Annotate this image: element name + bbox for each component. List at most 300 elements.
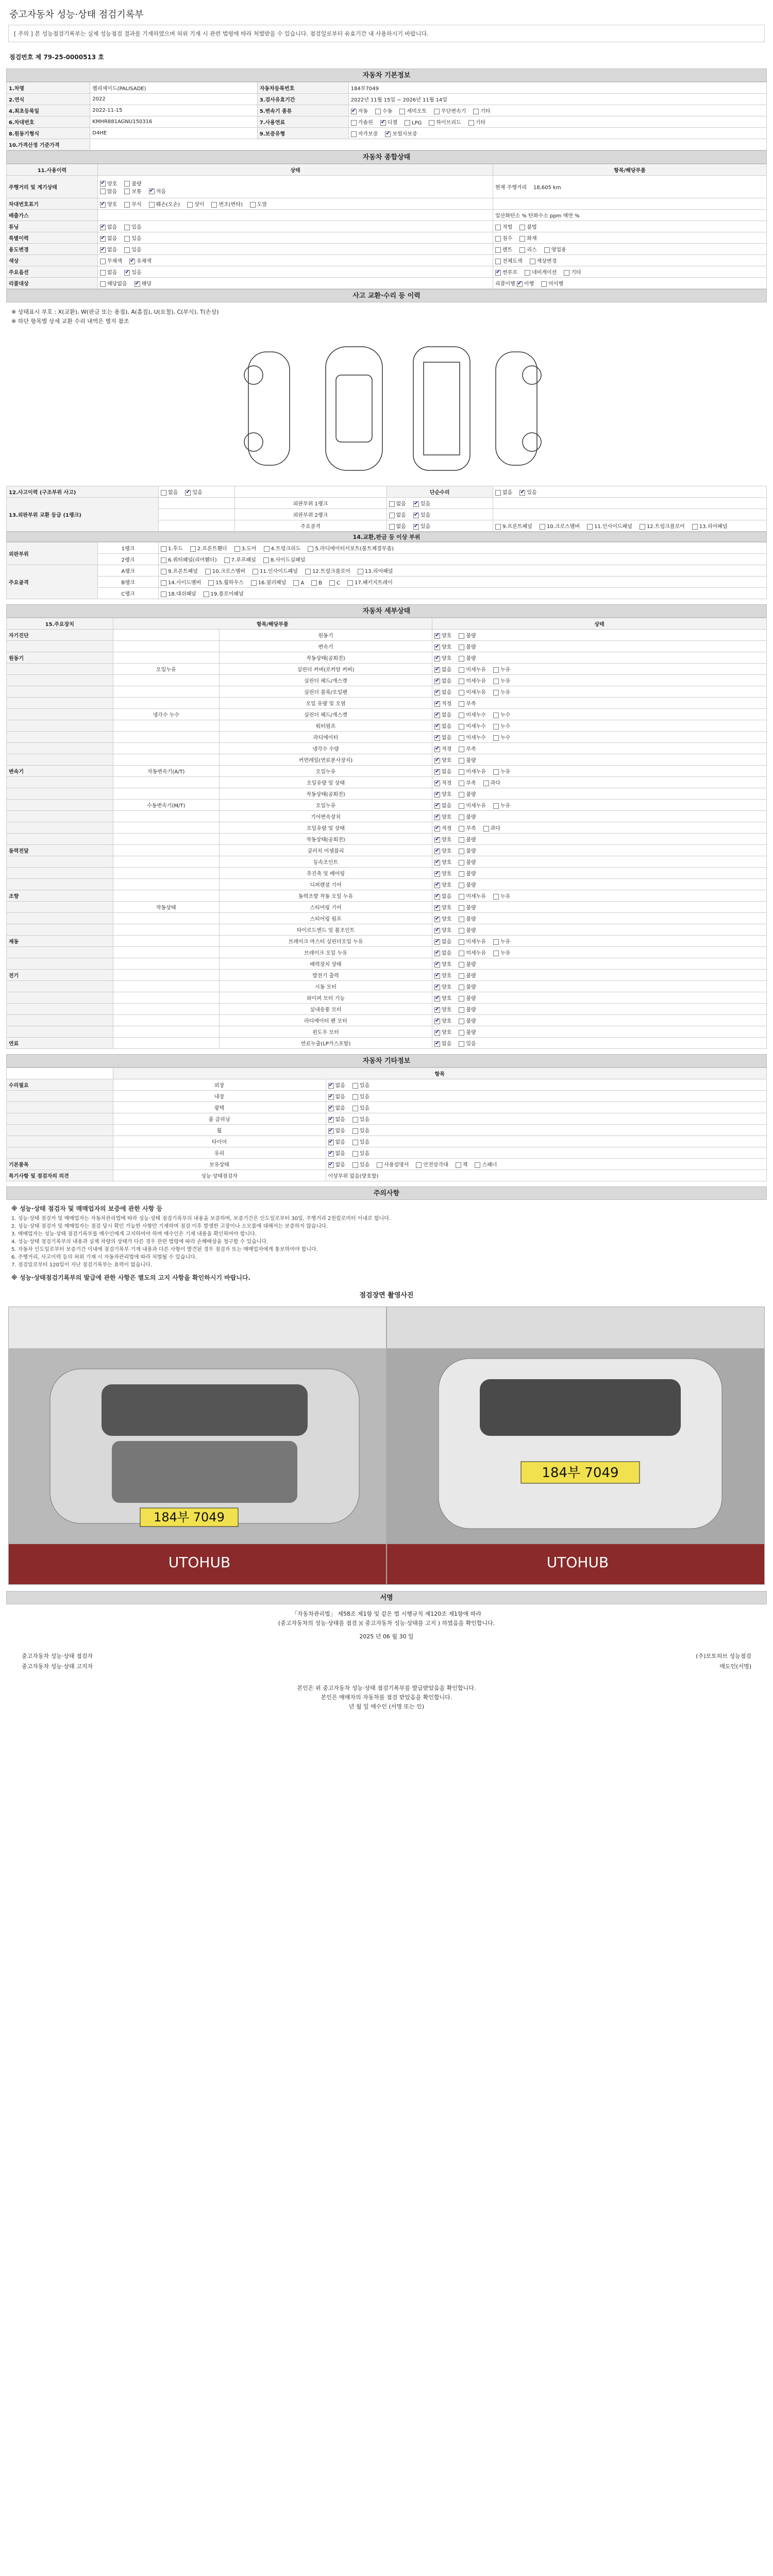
label: 배출가스 [7, 210, 98, 221]
option-label: 10.크로스멤버 [546, 524, 580, 530]
option-label: 화재 [527, 236, 537, 242]
item-label: 오일누유 [220, 800, 432, 811]
option [405, 120, 422, 126]
checkbox-icon [100, 281, 106, 287]
option-label: 양호 [442, 656, 452, 662]
checkbox-icon [389, 501, 395, 507]
wheel [523, 433, 541, 451]
option [459, 960, 476, 968]
option-label: 훼손(오손) [156, 202, 180, 208]
certificate-number: 점검번호 제 79-25-0000513 호 [9, 54, 104, 61]
option [352, 1138, 369, 1145]
option-label: 세미오토 [407, 109, 427, 114]
option-label: 11.인사이드패널 [594, 524, 632, 530]
sub-label [113, 720, 220, 732]
option [459, 665, 486, 673]
option [434, 688, 451, 696]
option [459, 1028, 476, 1036]
option-label: 있음 [527, 490, 537, 496]
checkbox-icon [328, 1162, 334, 1168]
option-label: 없음 [396, 524, 406, 530]
table-row [7, 970, 767, 981]
option-label: 있음 [192, 490, 203, 496]
state-options [432, 1015, 767, 1026]
table-row [7, 834, 767, 845]
checkbox-icon [434, 701, 440, 707]
option-label: 있음 [131, 247, 142, 253]
label: 1랭크 [98, 543, 159, 554]
option [389, 522, 406, 530]
color-sub-options [493, 255, 767, 266]
label: 차대번호표기 [7, 198, 98, 210]
state-options [432, 947, 767, 958]
label: 기본품목 [7, 1159, 113, 1170]
option-label: 양호 [442, 996, 452, 1002]
checkbox-icon [352, 1083, 358, 1089]
label: 12.사고이력 (구조부위 사고) [7, 486, 159, 498]
label: 성능·상태점검자 [113, 1170, 326, 1181]
rear-photo [386, 1307, 765, 1585]
section-overall-title: 자동차 종합상태 [6, 150, 767, 164]
option-label: 1.후드 [168, 546, 183, 552]
state-options [432, 981, 767, 992]
table-row [7, 936, 767, 947]
option [459, 756, 476, 764]
other-rows [7, 1079, 767, 1159]
option [100, 187, 117, 195]
option [434, 869, 451, 877]
option-label: 미세누수 [466, 724, 486, 730]
checkbox-icon [352, 1162, 358, 1168]
group-label [7, 641, 113, 652]
sub-label [113, 924, 220, 936]
checkbox-icon [352, 1117, 358, 1123]
accident-options [159, 486, 235, 498]
option-label: 기타 [480, 109, 491, 114]
table-row [7, 811, 767, 822]
option [495, 488, 512, 496]
table-row [7, 1136, 767, 1147]
rankA-parts [159, 565, 767, 577]
state-options [432, 970, 767, 981]
option [459, 801, 486, 809]
option [519, 245, 536, 253]
checkbox-icon [459, 849, 464, 854]
option [434, 1028, 451, 1036]
option [459, 994, 476, 1002]
sign-row [6, 1651, 767, 1661]
option-label: 누유 [500, 679, 511, 684]
option [352, 1081, 369, 1089]
option-label: 양호 [442, 1007, 452, 1013]
table-row [7, 1026, 767, 1038]
checkbox-icon [459, 1019, 464, 1024]
state-options [432, 630, 767, 641]
option-label: 있음 [359, 1140, 370, 1145]
frame-rank-options [493, 520, 767, 532]
checkbox-icon [328, 1094, 334, 1100]
option [100, 200, 117, 208]
checkbox-icon [100, 270, 106, 276]
checkbox-icon [459, 713, 464, 718]
trans-options [348, 105, 766, 116]
sub-label [113, 1038, 220, 1049]
wheel [244, 366, 263, 384]
table-row [7, 777, 767, 788]
checkbox-icon [459, 803, 464, 809]
sub-label [113, 913, 220, 924]
sub-label [113, 936, 220, 947]
checkbox-icon [459, 747, 464, 752]
option [129, 257, 152, 264]
option-label: 양호 [442, 917, 452, 922]
checkbox-icon [434, 917, 440, 922]
option-label: 양호 [442, 1030, 452, 1036]
option [495, 268, 517, 276]
state-options [432, 834, 767, 845]
label: 단순수리 [386, 486, 493, 498]
state-options [432, 664, 767, 675]
checkbox-icon [358, 569, 363, 574]
checkbox-icon [493, 690, 499, 696]
table-row [7, 1079, 767, 1091]
option-label: 있음 [420, 513, 431, 518]
option-label: 없음 [335, 1117, 345, 1123]
checkbox-icon [161, 490, 166, 496]
option-label: 가솔린 [358, 120, 373, 126]
checkbox-icon [124, 247, 130, 253]
option [308, 544, 394, 552]
state-options [432, 788, 767, 800]
option [100, 179, 117, 187]
option [456, 1160, 468, 1168]
mileage-options [100, 187, 491, 195]
option-label: 미세누유 [466, 679, 486, 684]
option-label: 하이브리드 [436, 120, 461, 126]
sign-name: (주)모토허브 성능점검 [696, 1653, 751, 1659]
table-row [7, 754, 767, 766]
item-label: 라디에이터 [220, 732, 432, 743]
checkbox-icon [100, 181, 106, 187]
checkbox-icon [124, 225, 130, 230]
caution-lines [11, 1215, 762, 1269]
major-parts-table [6, 542, 767, 599]
option-label: 부족 [466, 826, 476, 832]
sub-label [113, 981, 220, 992]
option-label: 불량 [466, 996, 476, 1002]
option-label: 불량 [131, 181, 142, 187]
rank2-parts [159, 554, 767, 565]
checkbox-icon [434, 871, 440, 877]
option-label: LPG [412, 120, 422, 126]
option [495, 257, 523, 264]
car-outline-diagram [6, 331, 767, 486]
sub-label [113, 856, 220, 868]
special-sub-options [493, 232, 767, 244]
item-label: 배력장치 상태 [220, 958, 432, 970]
value: D4HE [90, 128, 258, 139]
option-label: 불량 [466, 860, 476, 866]
checkbox-icon [100, 189, 106, 194]
checkbox-icon [519, 236, 525, 242]
checkbox-icon [519, 225, 525, 230]
checkbox-icon [413, 513, 419, 518]
option-label: 있음 [359, 1128, 370, 1134]
state-options [326, 1125, 767, 1136]
option-label: 양호 [442, 815, 452, 820]
option-label: 불량 [466, 645, 476, 650]
option-label: 있음 [420, 524, 431, 530]
gauge-options [100, 179, 491, 187]
checkbox-icon [187, 202, 193, 208]
option [564, 268, 581, 276]
option-label: 적정 [442, 701, 452, 707]
option-label: 없음 [442, 713, 452, 718]
option [493, 801, 510, 809]
value: 184부7049 [348, 82, 766, 94]
state-options [432, 856, 767, 868]
state-options [432, 777, 767, 788]
label: 색상 [7, 255, 98, 266]
option-label: 없음 [442, 735, 452, 741]
option-label: 과다 [490, 781, 500, 786]
checkbox-icon [434, 645, 440, 650]
option [311, 580, 322, 586]
option [204, 589, 244, 597]
label: 9.보증유형 [257, 128, 348, 139]
option [385, 129, 417, 137]
option-label: 미세누유 [466, 690, 486, 696]
table-row [7, 720, 767, 732]
group-label [7, 822, 113, 834]
state-options [432, 936, 767, 947]
option-label: 미세누유 [466, 894, 486, 900]
sub-label [113, 788, 220, 800]
item-label: 유리 [113, 1147, 326, 1159]
option [459, 733, 486, 741]
option [161, 589, 196, 597]
table-row [7, 1147, 767, 1159]
option [544, 245, 566, 253]
option [530, 257, 557, 264]
checkbox-icon [564, 270, 569, 276]
option-label: 양호 [442, 905, 452, 911]
checkbox-icon [483, 826, 489, 832]
checkbox-icon [434, 815, 440, 820]
option [187, 200, 204, 208]
option-label: 부족 [466, 747, 476, 752]
option-label: 많음 [107, 189, 117, 195]
group-label [7, 1015, 113, 1026]
sub-label: 자동변속기(A/T) [113, 766, 220, 777]
sub-label [113, 890, 220, 902]
overall-table [6, 164, 767, 289]
tuning-sub-options [493, 221, 767, 232]
other-table [6, 1067, 767, 1181]
option-label: 양호 [107, 202, 117, 208]
option-label: 누수 [500, 713, 511, 718]
sub-label [113, 686, 220, 698]
photo-row [6, 1302, 767, 1589]
checkbox-icon [328, 1140, 334, 1145]
option-label: 불량 [466, 792, 476, 798]
table-row [7, 924, 767, 936]
document-title: 중고자동차 성능·상태 점검기록부 [9, 9, 144, 20]
sub-label [113, 1015, 220, 1026]
header: 상태 [98, 164, 493, 176]
option [434, 880, 451, 888]
option-label: 불량 [466, 837, 476, 843]
option [434, 994, 451, 1002]
option-label: 양호 [442, 973, 452, 979]
sign-role: 중고자동차 성능·상태 점검자 [22, 1653, 93, 1659]
option [328, 1081, 345, 1089]
checkbox-icon [161, 557, 166, 563]
option-label: 양호 [442, 928, 452, 934]
option [540, 522, 580, 530]
checkbox-icon [459, 939, 464, 945]
option-label: 양호 [442, 962, 452, 968]
group-label [7, 958, 113, 970]
option [124, 179, 141, 187]
option-label: 2.프론트휀더 [197, 546, 227, 552]
option-label: 양호 [442, 860, 452, 866]
checkbox-icon [459, 894, 464, 900]
table-row [7, 879, 767, 890]
group-label [7, 1147, 113, 1159]
option [459, 846, 476, 854]
option-label: 없음 [502, 490, 513, 496]
checkbox-icon [459, 996, 464, 1002]
checkbox-icon [434, 962, 440, 968]
vin-state-options [98, 198, 493, 210]
checkbox-icon [459, 871, 464, 877]
option-label: 불법 [527, 225, 537, 230]
option-label: C [337, 580, 341, 586]
detail-table [6, 618, 767, 1049]
option [434, 971, 451, 979]
checkbox-icon [328, 1151, 334, 1157]
item-label: 와이퍼 모터 기능 [220, 992, 432, 1004]
group-label [7, 1136, 113, 1147]
label: 10.가격산정 기준가격 [7, 139, 90, 150]
checkbox-icon [468, 120, 474, 126]
item-label: 외장 [113, 1079, 326, 1091]
option-label: 미세누유 [466, 803, 486, 809]
checkbox-icon [185, 490, 191, 496]
option-label: 무단변속기 [441, 109, 466, 114]
group-label [7, 868, 113, 879]
checkbox-icon [459, 883, 464, 888]
sub-label [113, 743, 220, 754]
state-options [432, 811, 767, 822]
option [293, 580, 304, 586]
option-label: 누수 [500, 724, 511, 730]
table-row [7, 947, 767, 958]
checkbox-icon [495, 490, 501, 496]
option-label: 18.대쉬패널 [168, 591, 196, 597]
option [519, 223, 536, 230]
checkbox-icon [459, 645, 464, 650]
option-label: 누유 [500, 769, 511, 775]
legend-line: ※ 하단 항목별 상세 교환 수리 내역은 별지 참조 [11, 318, 129, 325]
option-label: 불량 [466, 849, 476, 854]
checkbox-icon [459, 1030, 464, 1036]
emission-value: 일산화탄소 % 탄화수소 ppm 매연 % [493, 210, 767, 221]
option-label: 도말 [257, 202, 267, 208]
state-options [432, 1038, 767, 1049]
option [224, 555, 256, 563]
checkbox-icon [434, 690, 440, 696]
option-label: 없음 [442, 951, 452, 956]
checkbox-icon [493, 951, 499, 956]
checkbox-icon [100, 236, 106, 242]
option [434, 846, 451, 854]
option-label: 있음 [359, 1094, 370, 1100]
option-label: B [318, 580, 323, 586]
detail-rows [7, 630, 767, 1049]
option [475, 1160, 497, 1168]
option [434, 926, 451, 934]
checkbox-icon [475, 1162, 480, 1168]
option [434, 665, 451, 673]
item-label: 광택 [113, 1102, 326, 1113]
checkbox-icon [525, 270, 530, 276]
checkbox-icon [519, 247, 525, 253]
option-label: 양호 [442, 883, 452, 888]
caution-head: ※ 성능·상태 점검자 및 매매업자의 보증에 관한 사항 등 [11, 1205, 163, 1212]
checkbox-icon [495, 259, 501, 264]
rank1-options [386, 498, 493, 509]
checkbox-icon [459, 792, 464, 798]
group-label [7, 879, 113, 890]
group-label [7, 664, 113, 675]
fuel-options [348, 116, 766, 128]
item-label: 발전기 출력 [220, 970, 432, 981]
label: 리콜대상 [7, 278, 98, 289]
value: 펠리세이드(PALISADE) [90, 82, 258, 94]
checkbox-icon [692, 524, 698, 530]
checkbox-icon [434, 928, 440, 934]
item-label: 오일누유 [220, 766, 432, 777]
option [429, 118, 461, 126]
option-label: 누유 [500, 667, 511, 673]
table-row [7, 641, 767, 652]
option-label: 양호 [442, 758, 452, 764]
option [377, 1160, 409, 1168]
checkbox-icon [434, 109, 440, 114]
checkbox-icon [149, 202, 155, 208]
checkbox-icon [434, 849, 440, 854]
checkbox-icon [434, 633, 440, 639]
svg-text:UTOHUB: UTOHUB [546, 1554, 609, 1571]
option-label: 적음 [156, 189, 166, 195]
recall-options [98, 278, 493, 289]
option-label: 사용설명서 [384, 1162, 409, 1168]
group-label: 수리필요 [7, 1079, 113, 1091]
checkbox-icon [459, 758, 464, 764]
receipt-text: 본인은 위 중고자동차 성능·상태 점검기록부를 발급받았음을 확인합니다. [297, 1685, 476, 1691]
option-label: 색상변경 [536, 259, 557, 264]
group-label [7, 709, 113, 720]
option-label: 없음 [335, 1083, 345, 1089]
option-label: 적정 [442, 826, 452, 832]
checkbox-icon [493, 939, 499, 945]
option [459, 676, 486, 684]
option-label: 10.크로스멤버 [212, 569, 246, 574]
checkbox-icon [100, 247, 106, 253]
option [351, 129, 378, 137]
